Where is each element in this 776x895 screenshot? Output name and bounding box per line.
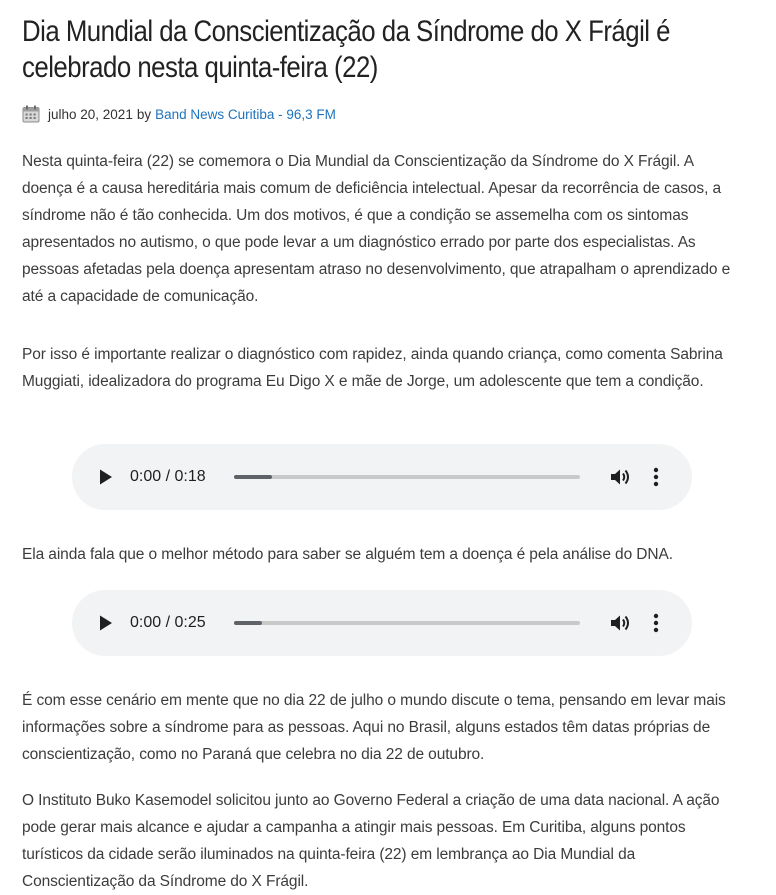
paragraph-1: Nesta quinta-feira (22) se comemora o Dia Mundial da Conscientização da Síndrome do X Frágil. A doença é a causa hereditária mais comum de deficiência intelectual. Apesar da recorrência de casos, a síndrome não é tão conhecida. Um dos motivos, é que a condição se assemelha com os sintomas apresentados no autismo, o que pode levar a um diagnóstico errado por parte dos especialistas. As pessoas afetadas pela doença apresentam atraso no desenvolvimento, que atrapalham o aprendizado e até a capacidade de comunicação. xyxy=(22,153,731,305)
play-icon xyxy=(99,469,113,485)
calendar-icon xyxy=(22,105,40,123)
paragraph-2: Por isso é importante realizar o diagnóstico com rapidez, ainda quando criança, como comenta Sabrina Muggiati, idealizadora do programa Eu Digo X e mãe de Jorge, um adolescente que tem a condição. xyxy=(22,346,723,390)
article-title: Dia Mundial da Conscientização da Síndrome do X Frágil é celebrado nesta quinta-feira (22) xyxy=(22,15,671,84)
kebab-menu-icon xyxy=(653,467,659,487)
play-button[interactable] xyxy=(96,467,116,487)
audio-progress-bar[interactable] xyxy=(234,475,580,479)
volume-icon xyxy=(610,613,632,633)
audio-progress-bar[interactable] xyxy=(234,621,580,625)
more-options-button[interactable] xyxy=(650,466,662,488)
article xyxy=(22,14,746,890)
audio-time: 0:00 / 0:25 xyxy=(130,614,206,631)
play-icon xyxy=(99,615,113,631)
volume-button[interactable] xyxy=(610,612,632,634)
audio-buffered-fill xyxy=(234,475,272,479)
volume-button[interactable] xyxy=(610,466,632,488)
kebab-menu-icon xyxy=(653,613,659,633)
audio-player-1 xyxy=(72,444,692,510)
post-date: julho 20, 2021 xyxy=(48,106,133,122)
audio-time: 0:00 / 0:18 xyxy=(130,468,206,485)
play-button[interactable] xyxy=(96,613,116,633)
post-author-link[interactable]: Band News Curitiba - 96,3 FM xyxy=(155,106,336,122)
volume-icon xyxy=(610,467,632,487)
post-meta xyxy=(22,104,336,124)
paragraph-4: É com esse cenário em mente que no dia 22 de julho o mundo discute o tema, pensando em levar mais informações sobre a síndrome para as pessoas. Aqui no Brasil, alguns estados têm datas próprias de conscientização, como no Paraná que celebra no dia 22 de outubro. xyxy=(22,692,726,763)
post-by-label: by xyxy=(136,106,152,122)
audio-player-2 xyxy=(72,590,692,656)
audio-buffered-fill xyxy=(234,621,262,625)
paragraph-3: Ela ainda fala que o melhor método para saber se alguém tem a doença é pela análise do DNA. xyxy=(22,546,673,563)
paragraph-5: O Instituto Buko Kasemodel solicitou junto ao Governo Federal a criação de uma data nacional. A ação pode gerar mais alcance e ajudar a campanha a atingir mais pessoas. Em Curitiba, alguns pontos turísticos da cidade serão iluminados na quinta-feira (22) em lembrança ao Dia Mundial da Conscientização da Síndrome do X Frágil. xyxy=(22,792,720,890)
more-options-button[interactable] xyxy=(650,612,662,634)
